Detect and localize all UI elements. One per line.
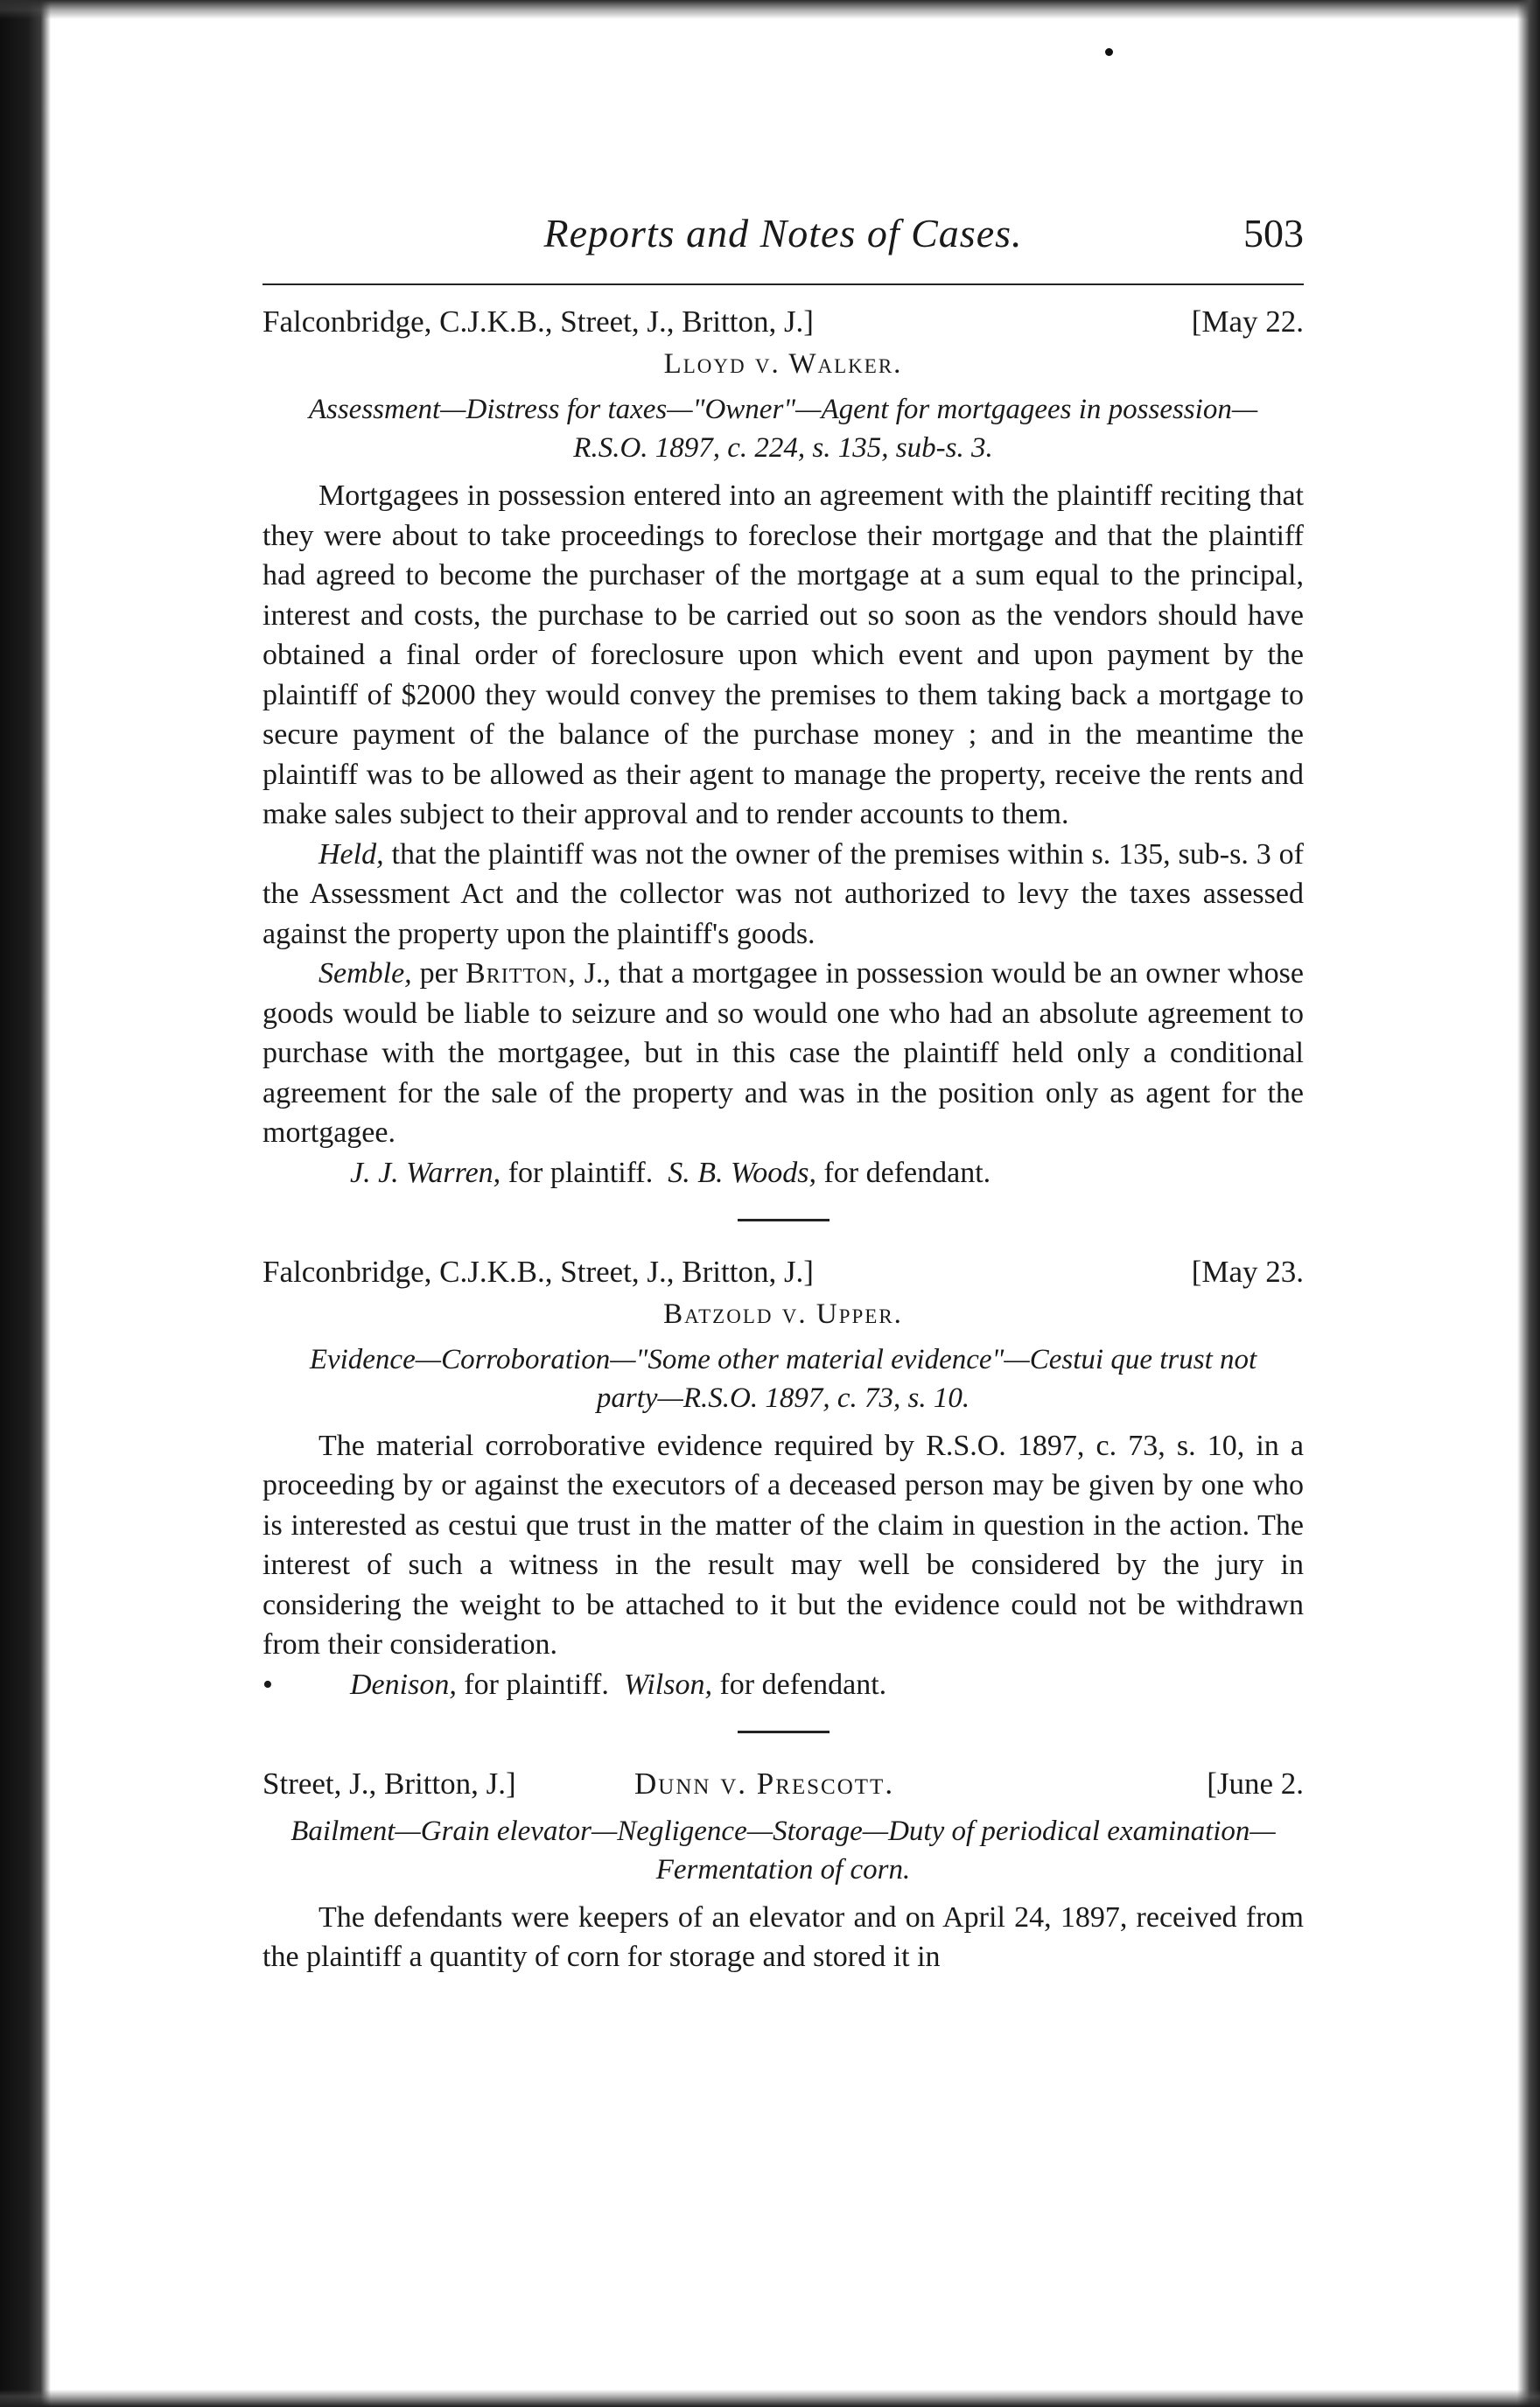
semble-per: per bbox=[411, 957, 466, 990]
running-title: Reports and Notes of Cases. bbox=[543, 211, 1023, 255]
semble-paragraph bbox=[262, 954, 1304, 1153]
page-content bbox=[262, 210, 1304, 1977]
counsel-defendant-name: Wilson, bbox=[623, 1668, 712, 1701]
counsel-defendant-name: S. B. Woods, bbox=[668, 1156, 816, 1189]
case-separator bbox=[738, 1219, 830, 1221]
case-title: Batzold v. Upper. bbox=[663, 1298, 903, 1330]
counsel-plaintiff-role: for plaintiff. bbox=[500, 1156, 654, 1189]
decision-date: [May 23. bbox=[1191, 1254, 1304, 1289]
semble-judge: Britton, bbox=[466, 957, 577, 990]
counsel-defendant-role: for defendant. bbox=[816, 1156, 991, 1189]
counsel-plaintiff-role: for plaintiff. bbox=[456, 1668, 609, 1701]
case-headnote: Evidence—Corroboration—"Some other material evidence"—Cestui que trust not party—R.S.O. 1897, c. 73, s. 10. bbox=[309, 1343, 1257, 1414]
running-head bbox=[262, 210, 1304, 271]
counsel-line: • Denison, for plaintiff. Wilson, for defendant. bbox=[262, 1668, 887, 1701]
case-summary-paragraph: The material corroborative evidence required by R.S.O. 1897, c. 73, s. 10, in a proceeding by or against the executors of a deceased person may be given by one who is interested as cestui que trust in the matter of the claim in question in the action. The interest of such a witness in the result may well be considered by the jury in considering the weight to be attached to it but the evidence could not be withdrawn from their consideration. bbox=[262, 1429, 1304, 1661]
semble-text: J., that a mortgagee in possession would be an owner whose goods would be liable to seizure and so would one who had an absolute agreement to purchase with the mortgagee, but in this case the plaintiff held only a conditional agreement for the sale of the property and was in the position only as agent for the mortgagee. bbox=[262, 957, 1304, 1149]
court-judges: Falconbridge, C.J.K.B., Street, J., Britton, J.] bbox=[262, 304, 814, 339]
ink-speck bbox=[1105, 48, 1113, 56]
case-headnote: Assessment—Distress for taxes—"Owner"—Agent for mortgagees in possession—R.S.O. 1897, c. 224, s. 135, sub-s. 3. bbox=[308, 394, 1258, 464]
page-scan-edge-top bbox=[0, 0, 1540, 19]
court-judges: Street, J., Britton, J.] bbox=[262, 1766, 516, 1801]
case-heading bbox=[262, 304, 1304, 346]
counsel-plaintiff-name: J. J. Warren, bbox=[350, 1156, 501, 1189]
page-scan-edge-left bbox=[0, 0, 51, 2407]
case-summary-paragraph: Mortgagees in possession entered into an agreement with the plaintiff reciting that they were about to take proceedings to foreclose their mortgage and that the plaintiff had agreed to become the purchaser of the mortgage at a sum equal to the principal, interest and costs, the purchase to be carried out so soon as the vendors should have obtained a final order of foreclosure upon which event and upon payment by the plaintiff of $2000 they would convey the premises to them taking back a mortgage to secure payment of the balance of the purchase money ; and in the meantime the plaintiff was to be allowed as their agent to manage the property, receive the rents and make sales subject to their approval and to render accounts to them. bbox=[262, 479, 1304, 830]
held-label: Held, bbox=[318, 837, 384, 871]
decision-date: [May 22. bbox=[1191, 304, 1304, 339]
counsel-plaintiff-name: Denison, bbox=[350, 1668, 457, 1701]
court-judges: Falconbridge, C.J.K.B., Street, J., Britton, J.] bbox=[262, 1254, 814, 1289]
case-heading bbox=[262, 1255, 1304, 1297]
held-text: that the plaintiff was not the owner of the premises within s. 135, sub-s. 3 of the Assessment Act and the collector was not authorized to levy the taxes assessed against the property upon the plaintiff's goods. bbox=[262, 837, 1304, 950]
counsel-line bbox=[262, 1153, 1304, 1193]
case-dunn-v-prescott bbox=[262, 1767, 1304, 1977]
case-batzold-v-upper bbox=[262, 1255, 1304, 1704]
case-separator bbox=[738, 1731, 830, 1733]
page-scan-edge-right bbox=[1517, 0, 1540, 2407]
decision-date: [June 2. bbox=[1207, 1766, 1304, 1801]
case-summary-paragraph: The defendants were keepers of an elevator and on April 24, 1897, received from the plaintiff a quantity of corn for storage and stored it in bbox=[262, 1900, 1304, 1973]
case-lloyd-v-walker bbox=[262, 304, 1304, 1193]
semble-label: Semble, bbox=[318, 957, 412, 990]
case-headnote: Bailment—Grain elevator—Negligence—Storage—Duty of periodical examination—Fermentation of corn. bbox=[290, 1815, 1276, 1886]
case-title: Dunn v. Prescott. bbox=[634, 1766, 895, 1801]
case-title: Lloyd v. Walker. bbox=[663, 348, 903, 380]
held-paragraph bbox=[262, 835, 1304, 955]
case-heading bbox=[262, 1767, 1304, 1809]
counsel-defendant-role: for defendant. bbox=[711, 1668, 887, 1701]
header-rule bbox=[262, 283, 1304, 285]
page-scan-edge-bottom bbox=[0, 2390, 1540, 2407]
page-number: 503 bbox=[1243, 211, 1304, 255]
